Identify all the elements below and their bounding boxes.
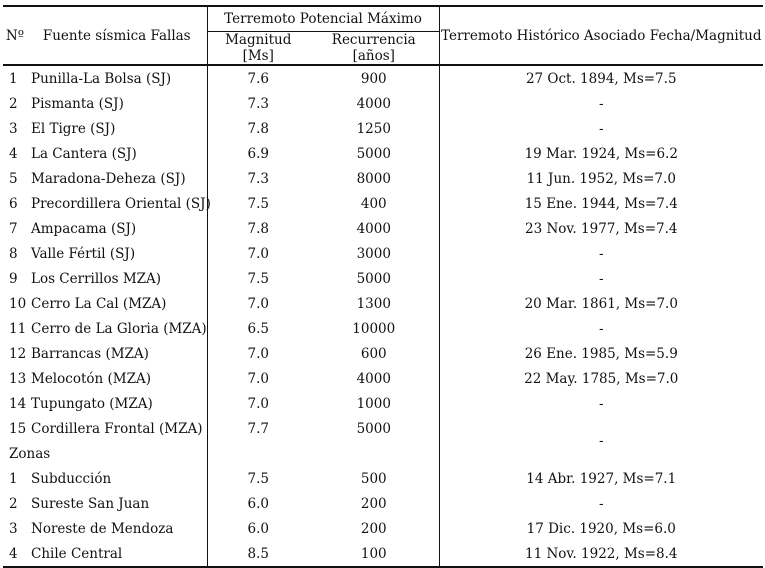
table-row xyxy=(3,491,763,516)
row-recurrence: 900 xyxy=(360,70,387,87)
row-source: Sureste San Juan xyxy=(31,495,150,512)
row-source: Ampacama (SJ) xyxy=(31,220,137,237)
row-magnitude: 7.0 xyxy=(207,291,309,316)
row-historic: 19 Mar. 1924, Ms=6.2 xyxy=(439,141,763,166)
row-magnitude: 6.0 xyxy=(207,491,309,516)
table-row xyxy=(3,466,763,491)
row-historic: - xyxy=(439,91,763,116)
table-row xyxy=(3,416,763,441)
row-recurrence: 4000 xyxy=(356,220,391,237)
row-historic: - xyxy=(439,491,763,516)
table-row xyxy=(3,191,763,216)
row-number: 13 xyxy=(9,370,27,387)
row-source: Pismanta (SJ) xyxy=(31,95,124,112)
row-magnitude: 7.6 xyxy=(207,65,309,91)
row-number: 2 xyxy=(9,95,18,112)
row-magnitude: 6.0 xyxy=(207,516,309,541)
row-recurrence: 400 xyxy=(360,195,387,212)
row-source: Barrancas (MZA) xyxy=(31,345,149,362)
row-source: Cerro La Cal (MZA) xyxy=(31,295,167,312)
row-historic: 14 Abr. 1927, Ms=7.1 xyxy=(439,466,763,491)
header-magnitude: Magnitud [Ms] xyxy=(207,32,309,66)
row-source: Noreste de Mendoza xyxy=(31,520,174,537)
row-magnitude: 7.0 xyxy=(207,341,309,366)
row-recurrence: 5000 xyxy=(356,270,391,287)
row-number: 5 xyxy=(9,170,18,187)
row-number: 7 xyxy=(9,220,18,237)
table-row xyxy=(3,65,763,91)
row-number: 8 xyxy=(9,245,18,262)
row-historic: - xyxy=(439,116,763,141)
row-source: Cerro de La Gloria (MZA) xyxy=(31,320,207,337)
row-number: 15 xyxy=(9,420,27,437)
table-row xyxy=(3,316,763,341)
header-historic: Terremoto Histórico Asociado Fecha/Magnitud xyxy=(439,6,763,65)
row-recurrence: 600 xyxy=(360,345,387,362)
row-recurrence: 5000 xyxy=(356,420,391,437)
header-potential-group: Terremoto Potencial Máximo xyxy=(207,6,439,32)
row-number: 3 xyxy=(9,520,18,537)
row-magnitude: 7.0 xyxy=(207,366,309,391)
row-historic: - xyxy=(439,316,763,341)
header-source: Fuente sísmica Fallas xyxy=(27,6,207,65)
row-recurrence: 1000 xyxy=(356,395,391,412)
row-historic: 20 Mar. 1861, Ms=7.0 xyxy=(439,291,763,316)
table-row xyxy=(3,91,763,116)
row-historic: 11 Jun. 1952, Ms=7.0 xyxy=(439,166,763,191)
row-historic: - xyxy=(439,416,763,466)
row-number: 14 xyxy=(9,395,27,412)
row-number: 11 xyxy=(9,320,27,337)
row-historic: 17 Dic. 1920, Ms=6.0 xyxy=(439,516,763,541)
row-magnitude: 7.0 xyxy=(207,391,309,416)
row-source: Chile Central xyxy=(27,541,207,567)
table-body xyxy=(3,65,763,567)
row-magnitude: 7.8 xyxy=(207,216,309,241)
row-recurrence: 1250 xyxy=(356,120,391,137)
table-row xyxy=(3,166,763,191)
row-historic: 15 Ene. 1944, Ms=7.4 xyxy=(439,191,763,216)
row-number: 2 xyxy=(9,495,18,512)
row-magnitude: 7.7 xyxy=(207,416,309,441)
row-historic: 26 Ene. 1985, Ms=5.9 xyxy=(439,341,763,366)
header-recurrence: Recurrencia [años] xyxy=(309,32,439,66)
row-number: 1 xyxy=(9,470,18,487)
table-row xyxy=(3,266,763,291)
row-recurrence: 500 xyxy=(360,470,387,487)
table-row xyxy=(3,516,763,541)
row-recurrence: 4000 xyxy=(356,370,391,387)
row-recurrence: 1300 xyxy=(356,295,391,312)
row-historic: - xyxy=(439,241,763,266)
row-source: Los Cerrillos MZA) xyxy=(31,270,162,287)
row-historic: - xyxy=(439,266,763,291)
row-number: 4 xyxy=(9,145,18,162)
row-source: Maradona-Deheza (SJ) xyxy=(31,170,186,187)
table-row xyxy=(3,341,763,366)
empty-cell xyxy=(207,441,309,466)
row-recurrence: 3000 xyxy=(356,245,391,262)
seismic-sources-table xyxy=(3,5,763,568)
row-number: 9 xyxy=(9,270,18,287)
row-magnitude: 7.5 xyxy=(207,191,309,216)
row-source: La Cantera (SJ) xyxy=(31,145,137,162)
row-source: Precordillera Oriental (SJ) xyxy=(31,195,211,212)
row-source: Tupungato (MZA) xyxy=(31,395,153,412)
row-magnitude: 7.5 xyxy=(207,466,309,491)
row-historic: 27 Oct. 1894, Ms=7.5 xyxy=(439,65,763,91)
row-source: Cordillera Frontal (MZA) xyxy=(31,420,203,437)
row-source: Subducción xyxy=(31,470,112,487)
row-number: 6 xyxy=(9,195,18,212)
row-number: 12 xyxy=(9,345,27,362)
row-historic: 22 May. 1785, Ms=7.0 xyxy=(439,366,763,391)
zones-label: Zonas xyxy=(9,445,51,462)
header-num: Nº xyxy=(3,6,27,65)
row-magnitude: 7.3 xyxy=(207,166,309,191)
row-recurrence: 200 xyxy=(360,495,387,512)
row-magnitude: 8.5 xyxy=(207,541,309,567)
row-magnitude: 6.5 xyxy=(207,316,309,341)
row-recurrence: 5000 xyxy=(356,145,391,162)
row-magnitude: 7.5 xyxy=(207,266,309,291)
row-number: 3 xyxy=(9,120,18,137)
row-historic: 23 Nov. 1977, Ms=7.4 xyxy=(439,216,763,241)
row-historic: - xyxy=(439,391,763,416)
row-source: El Tigre (SJ) xyxy=(31,120,116,137)
row-number: 4 xyxy=(3,541,27,567)
row-recurrence: 4000 xyxy=(356,95,391,112)
table-row xyxy=(3,366,763,391)
table-row xyxy=(3,391,763,416)
table-row xyxy=(3,116,763,141)
row-recurrence: 200 xyxy=(360,520,387,537)
table-row xyxy=(3,241,763,266)
row-recurrence: 8000 xyxy=(356,170,391,187)
row-historic: 11 Nov. 1922, Ms=8.4 xyxy=(439,541,763,567)
row-recurrence: 10000 xyxy=(352,320,396,337)
row-magnitude: 7.0 xyxy=(207,241,309,266)
row-magnitude: 7.8 xyxy=(207,116,309,141)
table-row xyxy=(3,291,763,316)
table-row xyxy=(3,141,763,166)
row-number: 10 xyxy=(9,295,27,312)
row-magnitude: 6.9 xyxy=(207,141,309,166)
row-source: Punilla-La Bolsa (SJ) xyxy=(31,70,172,87)
row-recurrence: 100 xyxy=(309,541,439,567)
empty-cell xyxy=(309,441,439,466)
row-number: 1 xyxy=(9,70,18,87)
row-source: Valle Fértil (SJ) xyxy=(31,245,136,262)
table-row xyxy=(3,216,763,241)
row-source: Melocotón (MZA) xyxy=(31,370,151,387)
row-magnitude: 7.3 xyxy=(207,91,309,116)
table-row xyxy=(3,541,763,567)
